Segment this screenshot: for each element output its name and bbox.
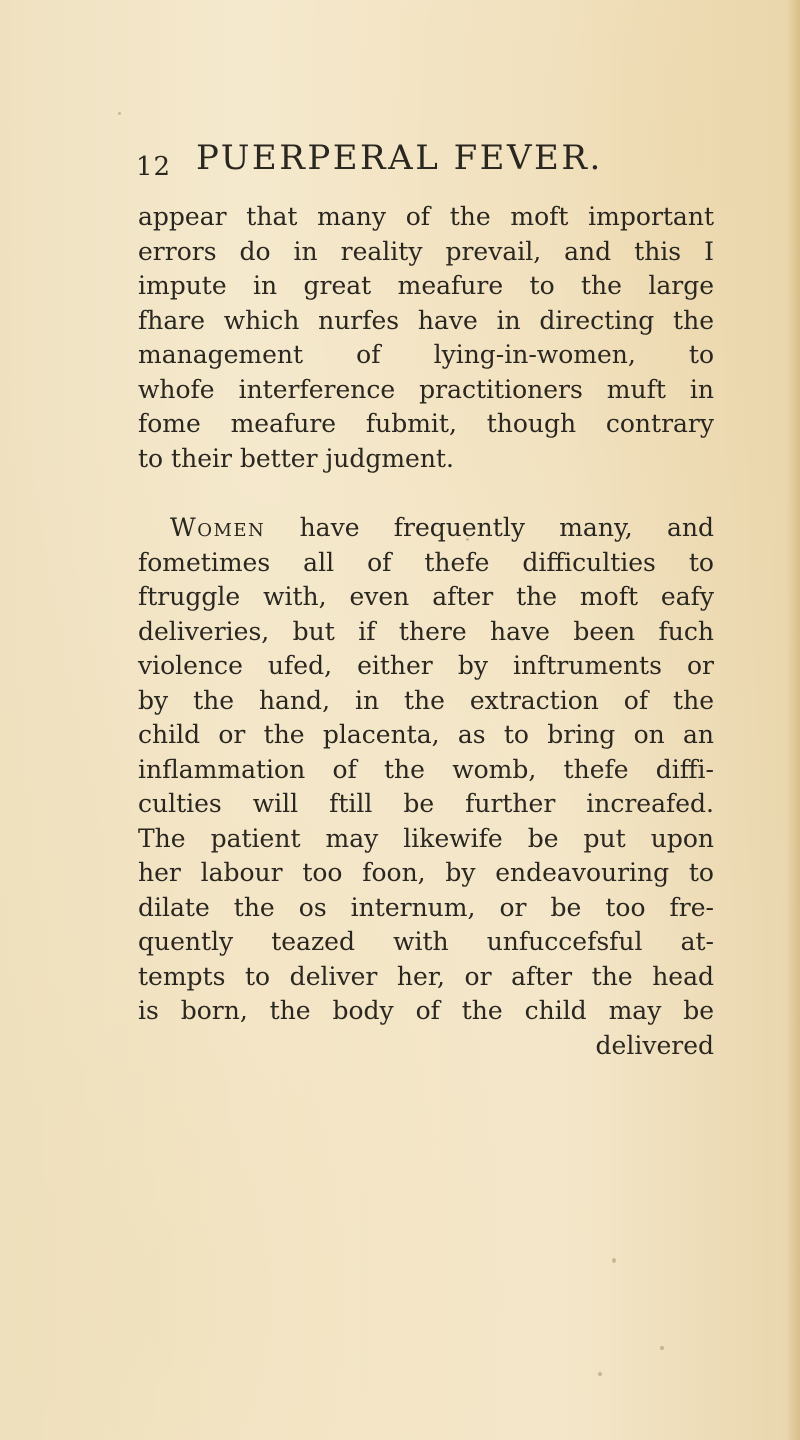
paper-speck [612, 1258, 616, 1263]
text-line: violence ufed, either by inftruments or [138, 651, 714, 680]
text-line: by the hand, in the extraction of the [138, 685, 714, 715]
text-line-rest: have frequently many, and [265, 513, 714, 542]
text-line: her labour too foon, by endeavouring to [138, 858, 714, 887]
paragraph-gap [138, 476, 714, 511]
body-text [138, 200, 714, 1063]
text-line: dilate the os internum, or be too fre- [138, 892, 714, 922]
text-line: The patient may likewife be put upon [138, 823, 714, 853]
text-line: to their better judgment. [138, 443, 454, 473]
text-line: fometimes all of thefe difficulties to [138, 547, 714, 577]
text-line: fhare which nurfes have in directing the [138, 305, 714, 335]
text-line: is born, the body of the child may be [138, 996, 714, 1025]
paper-speck [118, 112, 121, 115]
opening-word: Women [170, 513, 266, 542]
text-line: appear that many of the moft important [138, 202, 714, 231]
catchword: delivered [595, 1030, 714, 1060]
text-line: tempts to deliver her, or after the head [138, 961, 714, 991]
text-line: quently teazed with unfuccefsful at- [138, 927, 714, 956]
text-line: ftruggle with, even after the moft eafy [138, 582, 714, 611]
paragraph-1 [138, 200, 714, 476]
running-title: PUERPERAL FEVER. [196, 138, 603, 178]
text-line: inflammation of the womb, thefe diffi- [138, 754, 714, 784]
text-line: errors do in reality prevail, and this I [138, 236, 714, 266]
paragraph-2 [138, 511, 714, 1029]
running-head [136, 138, 696, 190]
page-edge-shadow [786, 0, 800, 1440]
text-line: whofe interference practitioners muft in [138, 374, 714, 404]
text-line: deliveries, but if there have been fuch [138, 616, 714, 646]
text-line [138, 511, 714, 546]
paper-speck [660, 1346, 664, 1350]
text-line: fome meafure fubmit, though contrary [138, 409, 714, 438]
text-line: impute in great meafure to the large [138, 271, 714, 300]
text-line: culties will ftill be further increafed. [138, 789, 714, 818]
paper-speck [598, 1372, 602, 1376]
page-number: 12 [136, 152, 172, 182]
text-line: management of lying-in-women, to [138, 340, 714, 369]
text-line: child or the placenta, as to bring on an [138, 720, 714, 749]
